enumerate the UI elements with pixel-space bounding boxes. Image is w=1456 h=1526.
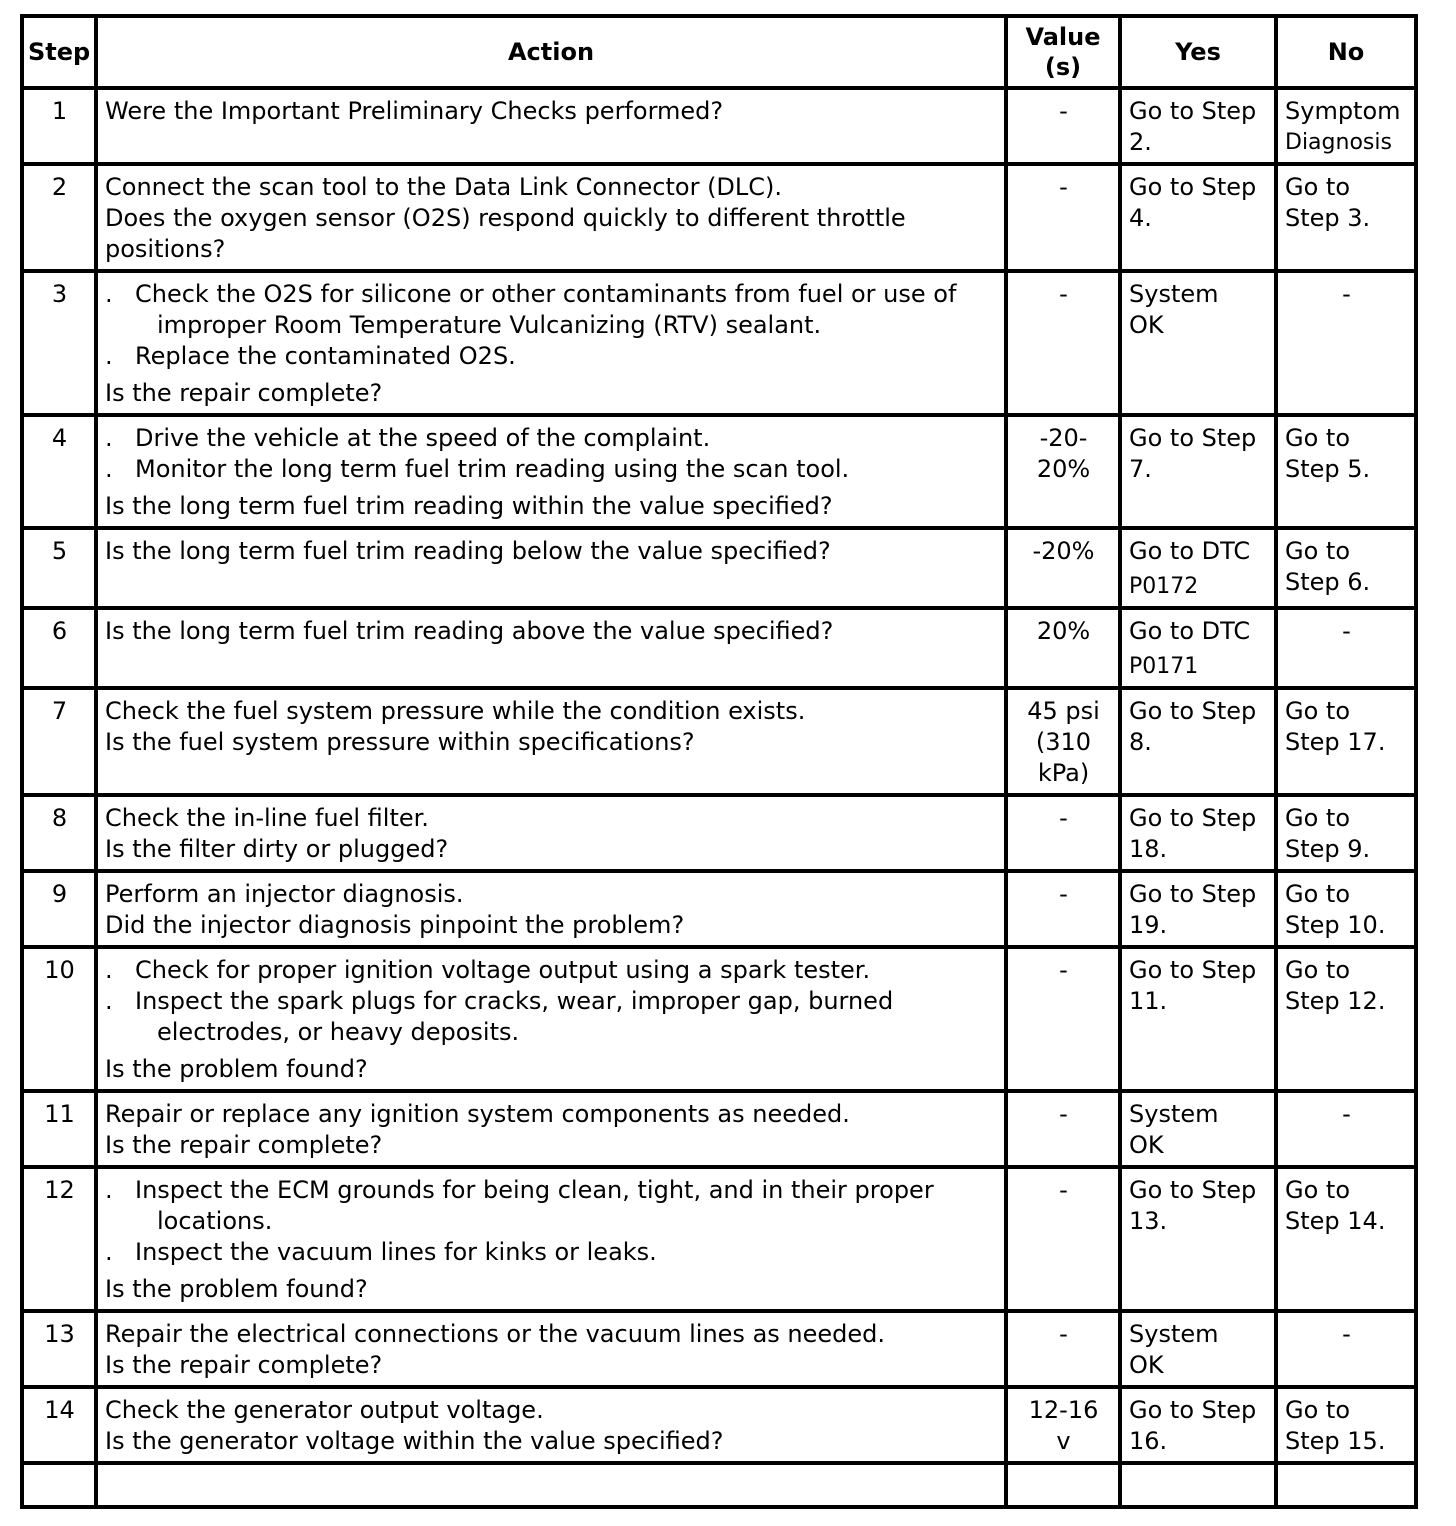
no-cell (1276, 947, 1416, 1091)
value-cell (1006, 608, 1120, 688)
no-line: Step 9. (1285, 835, 1371, 863)
empty-cell (1276, 1463, 1416, 1507)
table-row (22, 871, 1416, 947)
no-line: Step 17. (1285, 728, 1386, 756)
no-line: Step 12. (1285, 987, 1386, 1015)
action-line: Is the repair complete? (105, 1351, 383, 1379)
table-body (22, 88, 1416, 1507)
yes-cell (1120, 528, 1276, 608)
no-cell (1276, 688, 1416, 795)
no-line: Go to (1285, 1396, 1351, 1424)
step-number: 1 (22, 88, 96, 164)
action-cell (96, 947, 1006, 1091)
action-line: Is the fuel system pressure within specifications? (105, 728, 695, 756)
value-line: 20% (1036, 617, 1091, 645)
bullet-text: Inspect the spark plugs for cracks, wear, improper gap, burned electrodes, or heavy deposits. (135, 987, 894, 1046)
action-bullet (105, 1175, 998, 1237)
value-line: 12-16 (1028, 1396, 1099, 1424)
step-number: 12 (22, 1167, 96, 1311)
action-line: Is the long term fuel trim reading below the value specified? (105, 537, 831, 565)
yes-line: OK (1129, 1351, 1164, 1379)
action-question: Is the problem found? (105, 1055, 368, 1083)
no-cell (1276, 528, 1416, 608)
no-line: Go to (1285, 880, 1351, 908)
no-line: Step 15. (1285, 1427, 1386, 1455)
yes-line: 19. (1129, 911, 1168, 939)
action-cell (96, 528, 1006, 608)
value-cell (1006, 1091, 1120, 1167)
step-number: 3 (22, 271, 96, 415)
no-line: - (1342, 280, 1351, 308)
action-line: Is the repair complete? (105, 1131, 383, 1159)
no-line: Step 10. (1285, 911, 1386, 939)
no-cell (1276, 271, 1416, 415)
step-number: 6 (22, 608, 96, 688)
step-number: 11 (22, 1091, 96, 1167)
step-number: 4 (22, 415, 96, 528)
yes-line: P0172 (1129, 574, 1199, 599)
step-number: 7 (22, 688, 96, 795)
diagnostic-table (20, 14, 1418, 1509)
yes-line: P0171 (1129, 654, 1199, 679)
value-cell (1006, 88, 1120, 164)
table-row (22, 164, 1416, 271)
bullet-text: Inspect the vacuum lines for kinks or leaks. (135, 1238, 657, 1266)
yes-line: System (1129, 280, 1219, 308)
no-cell (1276, 164, 1416, 271)
table-row (22, 795, 1416, 871)
table-row-partial (22, 1463, 1416, 1507)
header-no: No (1276, 16, 1416, 88)
action-line: Check the generator output voltage. (105, 1396, 544, 1424)
bullet-text: Drive the vehicle at the speed of the complaint. (135, 424, 711, 452)
yes-line: 11. (1129, 987, 1168, 1015)
yes-line: Go to Step (1129, 1176, 1257, 1204)
action-cell (96, 88, 1006, 164)
value-line: - (1059, 956, 1068, 984)
yes-line: Go to Step (1129, 97, 1257, 125)
value-line: - (1059, 1176, 1068, 1204)
yes-line: 13. (1129, 1207, 1168, 1235)
value-cell (1006, 1311, 1120, 1387)
yes-line: Go to Step (1129, 956, 1257, 984)
bullet-marker: . (105, 342, 113, 370)
value-line: - (1059, 880, 1068, 908)
bullet-text: Check for proper ignition voltage output using a spark tester. (135, 956, 871, 984)
yes-cell (1120, 271, 1276, 415)
value-cell (1006, 271, 1120, 415)
table-row (22, 1091, 1416, 1167)
bullet-marker: . (105, 455, 113, 483)
action-line: Repair or replace any ignition system components as needed. (105, 1100, 850, 1128)
action-bullet (105, 279, 998, 341)
value-cell (1006, 871, 1120, 947)
value-cell (1006, 415, 1120, 528)
yes-cell (1120, 415, 1276, 528)
no-line: Diagnosis (1285, 130, 1392, 155)
yes-line: 8. (1129, 728, 1152, 756)
value-cell (1006, 1387, 1120, 1463)
value-cell (1006, 688, 1120, 795)
yes-line: Go to Step (1129, 1396, 1257, 1424)
no-line: Step 6. (1285, 568, 1371, 596)
bullet-text: Inspect the ECM grounds for being clean, tight, and in their proper locations. (135, 1176, 934, 1235)
value-line: v (1056, 1427, 1071, 1455)
value-cell (1006, 947, 1120, 1091)
action-cell (96, 271, 1006, 415)
table-row (22, 271, 1416, 415)
value-line: - (1059, 804, 1068, 832)
yes-cell (1120, 1167, 1276, 1311)
yes-cell (1120, 688, 1276, 795)
no-line: - (1342, 1320, 1351, 1348)
bullet-marker: . (105, 987, 113, 1015)
action-bullet (105, 986, 998, 1048)
step-number: 2 (22, 164, 96, 271)
yes-line: 18. (1129, 835, 1168, 863)
table-row (22, 1167, 1416, 1311)
no-line: Step 14. (1285, 1207, 1386, 1235)
action-cell (96, 1311, 1006, 1387)
step-number: 14 (22, 1387, 96, 1463)
action-cell (96, 608, 1006, 688)
no-line: - (1342, 1100, 1351, 1128)
no-line: Go to (1285, 173, 1351, 201)
action-cell (96, 1091, 1006, 1167)
step-number: 9 (22, 871, 96, 947)
action-question: Is the problem found? (105, 1275, 368, 1303)
action-cell (96, 688, 1006, 795)
no-cell (1276, 608, 1416, 688)
no-cell (1276, 1167, 1416, 1311)
no-line: - (1342, 617, 1351, 645)
action-line: Does the oxygen sensor (O2S) respond quickly to different throttle positions? (105, 204, 906, 263)
step-number: 8 (22, 795, 96, 871)
action-line: Is the long term fuel trim reading above the value specified? (105, 617, 834, 645)
value-cell (1006, 1167, 1120, 1311)
bullet-text: Check the O2S for silicone or other contaminants from fuel or use of improper Room Temperature Vulcanizing (RTV) sealant. (135, 280, 957, 339)
value-line: kPa) (1037, 759, 1090, 787)
yes-cell (1120, 88, 1276, 164)
action-cell (96, 1387, 1006, 1463)
action-line: Connect the scan tool to the Data Link Connector (DLC). (105, 173, 783, 201)
table-row (22, 415, 1416, 528)
table-row (22, 1311, 1416, 1387)
table-row (22, 947, 1416, 1091)
yes-line: Go to Step (1129, 880, 1257, 908)
bullet-marker: . (105, 280, 113, 308)
action-question: Is the long term fuel trim reading within the value specified? (105, 492, 833, 520)
value-line: -20% (1032, 537, 1095, 565)
header-step: Step (22, 16, 96, 88)
action-cell (96, 1167, 1006, 1311)
action-cell (96, 415, 1006, 528)
value-cell (1006, 164, 1120, 271)
yes-cell (1120, 795, 1276, 871)
yes-cell (1120, 164, 1276, 271)
no-line: Step 3. (1285, 204, 1371, 232)
empty-cell (22, 1463, 96, 1507)
step-number: 13 (22, 1311, 96, 1387)
no-line: Go to (1285, 697, 1351, 725)
action-line: Is the filter dirty or plugged? (105, 835, 449, 863)
step-number: 10 (22, 947, 96, 1091)
no-cell (1276, 795, 1416, 871)
no-line: Go to (1285, 424, 1351, 452)
yes-line: Go to Step (1129, 804, 1257, 832)
action-line: Check the fuel system pressure while the condition exists. (105, 697, 806, 725)
header-action: Action (96, 16, 1006, 88)
action-line: Perform an injector diagnosis. (105, 880, 464, 908)
no-cell (1276, 871, 1416, 947)
no-line: Step 5. (1285, 455, 1371, 483)
action-bullet (105, 341, 998, 372)
header-value-line2: (s) (1044, 53, 1082, 81)
no-cell (1276, 1387, 1416, 1463)
yes-line: Go to Step (1129, 424, 1257, 452)
bullet-marker: . (105, 1238, 113, 1266)
value-line: - (1059, 173, 1068, 201)
action-bullet (105, 454, 998, 485)
yes-cell (1120, 871, 1276, 947)
action-line: Is the generator voltage within the value specified? (105, 1427, 724, 1455)
value-line: - (1059, 1320, 1068, 1348)
header-yes: Yes (1120, 16, 1276, 88)
action-line: Repair the electrical connections or the vacuum lines as needed. (105, 1320, 886, 1348)
action-bullet (105, 423, 998, 454)
yes-line: 7. (1129, 455, 1152, 483)
header-value-line1: Value (1025, 23, 1101, 51)
step-number: 5 (22, 528, 96, 608)
bullet-marker: . (105, 1176, 113, 1204)
yes-cell (1120, 608, 1276, 688)
action-line: Check the in-line fuel filter. (105, 804, 429, 832)
no-cell (1276, 1311, 1416, 1387)
value-cell (1006, 795, 1120, 871)
action-line: Did the injector diagnosis pinpoint the problem? (105, 911, 685, 939)
value-line: - (1059, 280, 1068, 308)
yes-line: System (1129, 1320, 1219, 1348)
value-line: 45 psi (1027, 697, 1100, 725)
no-line: Go to (1285, 804, 1351, 832)
no-line: Go to (1285, 537, 1351, 565)
yes-line: 4. (1129, 204, 1152, 232)
yes-line: Go to DTC (1129, 617, 1251, 645)
table-row (22, 608, 1416, 688)
action-question: Is the repair complete? (105, 379, 383, 407)
value-line: 20% (1036, 455, 1091, 483)
yes-cell (1120, 1091, 1276, 1167)
bullet-marker: . (105, 424, 113, 452)
yes-line: Go to Step (1129, 173, 1257, 201)
yes-cell (1120, 1387, 1276, 1463)
yes-line: OK (1129, 1131, 1164, 1159)
value-line: (310 (1035, 728, 1092, 756)
value-cell (1006, 528, 1120, 608)
action-bullet (105, 1237, 998, 1268)
action-cell (96, 871, 1006, 947)
header-value (1006, 16, 1120, 88)
yes-line: 2. (1129, 128, 1152, 156)
no-cell (1276, 1091, 1416, 1167)
value-line: - (1059, 97, 1068, 125)
action-cell (96, 164, 1006, 271)
yes-cell (1120, 947, 1276, 1091)
bullet-text: Monitor the long term fuel trim reading using the scan tool. (135, 455, 850, 483)
bullet-marker: . (105, 956, 113, 984)
action-cell (96, 795, 1006, 871)
table-row (22, 1387, 1416, 1463)
bullet-text: Replace the contaminated O2S. (135, 342, 516, 370)
action-line: Were the Important Preliminary Checks performed? (105, 97, 724, 125)
yes-cell (1120, 1311, 1276, 1387)
yes-line: OK (1129, 311, 1164, 339)
table-row (22, 88, 1416, 164)
no-cell (1276, 415, 1416, 528)
yes-line: Go to Step (1129, 697, 1257, 725)
yes-line: Go to DTC (1129, 537, 1251, 565)
no-line: Go to (1285, 956, 1351, 984)
table-row (22, 688, 1416, 795)
no-cell (1276, 88, 1416, 164)
action-bullet (105, 955, 998, 986)
yes-line: 16. (1129, 1427, 1168, 1455)
empty-cell (96, 1463, 1006, 1507)
empty-cell (1120, 1463, 1276, 1507)
yes-line: System (1129, 1100, 1219, 1128)
empty-cell (1006, 1463, 1120, 1507)
table-header-row (22, 16, 1416, 88)
no-line: Symptom (1285, 97, 1401, 125)
no-line: Go to (1285, 1176, 1351, 1204)
value-line: -20- (1039, 424, 1088, 452)
table-row (22, 528, 1416, 608)
value-line: - (1059, 1100, 1068, 1128)
